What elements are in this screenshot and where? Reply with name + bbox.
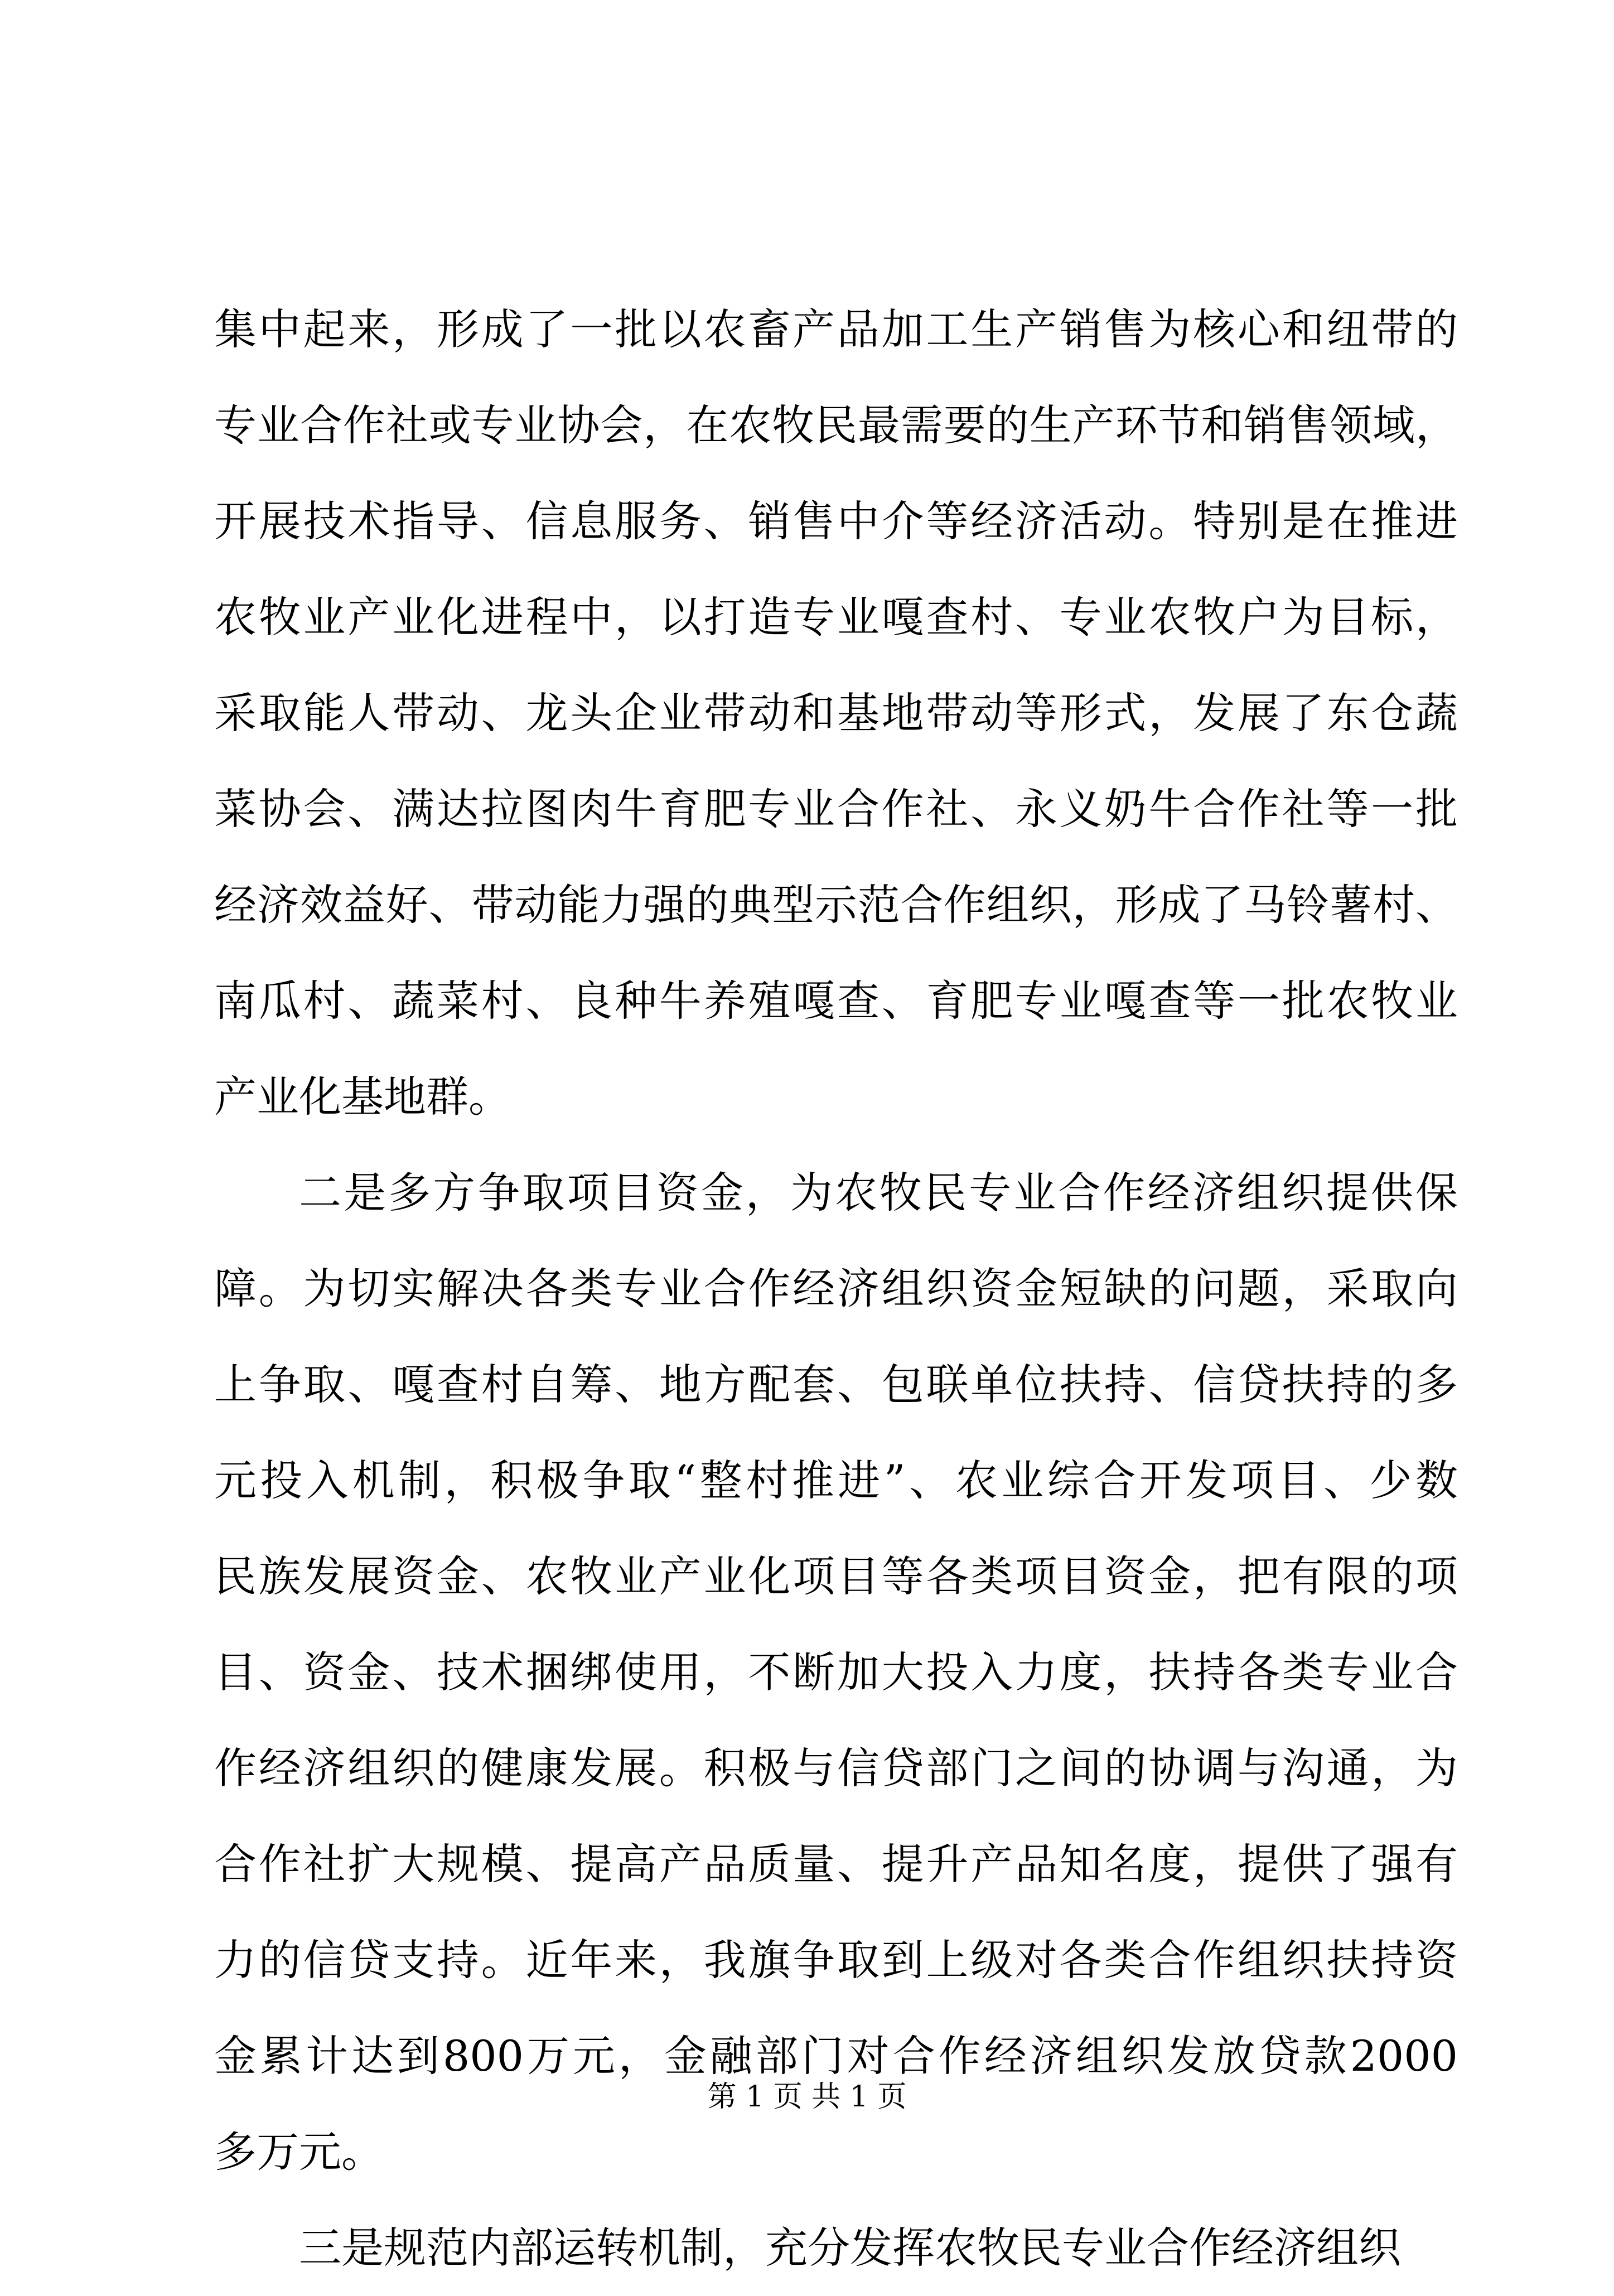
text-line: 金累计达到800万元，金融部门对合作经济组织发放贷款2000 (214, 2031, 1458, 2081)
text-line: 开展技术指导、信息服务、销售中介等经济活动。特别是在推进 (214, 496, 1458, 546)
text-line: 上争取、嘎查村自筹、地方配套、包联单位扶持、信贷扶持的多 (214, 1360, 1458, 1409)
text-line: 多万元。 (214, 2127, 384, 2177)
text-line: 障。为切实解决各类专业合作经济组织资金短缺的问题，采取向 (214, 1264, 1458, 1313)
text-line: 农牧业产业化进程中，以打造专业嘎查村、专业农牧户为目标， (214, 592, 1458, 642)
text-line: 目、资金、技术捆绑使用，不断加大投入力度，扶持各类专业合 (214, 1647, 1458, 1697)
text-line: 元投入机制，积极争取“整村推进”、农业综合开发项目、少数 (214, 1456, 1458, 1505)
text-line: 集中起来，形成了一批以农畜产品加工生产销售为核心和纽带的 (214, 304, 1458, 354)
text-line: 民族发展资金、农牧业产业化项目等各类项目资金，把有限的项 (214, 1551, 1458, 1601)
text-line: 采取能人带动、龙头企业带动和基地带动等形式，发展了东仓蔬 (214, 688, 1458, 738)
text-line: 经济效益好、带动能力强的典型示范合作组织，形成了马铃薯村、 (214, 880, 1458, 930)
text-line: 作经济组织的健康发展。积极与信贷部门之间的协调与沟通，为 (214, 1743, 1458, 1793)
text-line: 三是规范内部运转机制，充分发挥农牧民专业合作经济组织 (299, 2223, 1401, 2273)
text-line: 二是多方争取项目资金，为农牧民专业合作经济组织提供保 (299, 1168, 1458, 1217)
text-line: 合作社扩大规模、提高产品质量、提升产品知名度，提供了强有 (214, 1839, 1458, 1889)
text-line: 南瓜村、蔬菜村、良种牛养殖嘎查、育肥专业嘎查等一批农牧业 (214, 976, 1458, 1026)
text-line: 产业化基地群。 (214, 1072, 511, 1122)
document-body (214, 282, 1458, 2296)
text-line: 菜协会、满达拉图肉牛育肥专业合作社、永义奶牛合作社等一批 (214, 784, 1458, 834)
text-line: 力的信贷支持。近年来，我旗争取到上级对各类合作组织扶持资 (214, 1935, 1458, 1985)
page-footer: 第 1 页 共 1 页 (707, 2080, 907, 2114)
text-line: 专业合作社或专业协会，在农牧民最需要的生产环节和销售领域， (214, 400, 1458, 450)
